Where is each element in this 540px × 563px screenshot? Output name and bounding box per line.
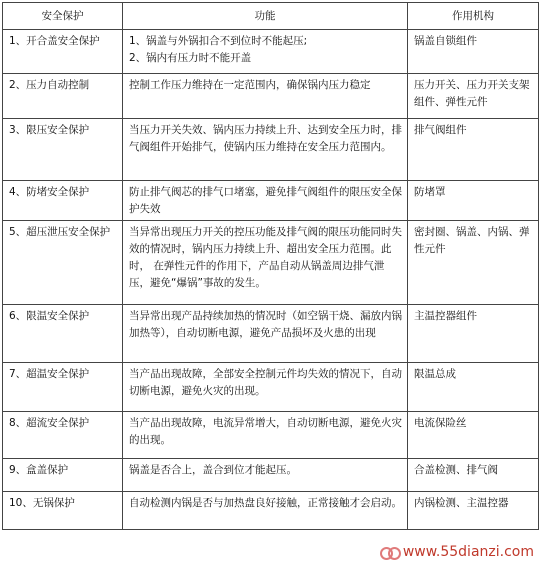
row-mechanism-cell: 防堵罩 xyxy=(408,181,539,221)
row-safety-protection-cell: 1、开合盖安全保护 xyxy=(3,30,123,74)
row-function-cell: 锅盖是否合上，盖合到位才能起压。 xyxy=(123,459,408,492)
row-safety-protection-cell: 4、防堵安全保护 xyxy=(3,181,123,221)
watermark-text: www.55dianzi.com xyxy=(402,544,534,560)
table-row xyxy=(3,119,539,181)
row-function-cell: 当产品出现故障，电流异常增大，自动切断电源，避免火灾的出现。 xyxy=(123,412,408,459)
row-function-cell: 防止排气阀芯的排气口堵塞，避免排气阀组件的限压安全保护失效 xyxy=(123,181,408,221)
row-safety-protection-cell: 3、限压安全保护 xyxy=(3,119,123,181)
table-row xyxy=(3,74,539,119)
row-mechanism-cell: 主温控器组件 xyxy=(408,305,539,363)
table-row xyxy=(3,459,539,492)
row-mechanism-cell: 压力开关、压力开关支架组件、弹性元件 xyxy=(408,74,539,119)
row-safety-protection-cell: 6、限温安全保护 xyxy=(3,305,123,363)
row-function-cell: 1、锅盖与外锅扣合不到位时不能起压; 2、锅内有压力时不能开盖 xyxy=(123,30,408,74)
header-function: 功能 xyxy=(123,3,408,30)
row-safety-protection-cell: 2、压力自动控制 xyxy=(3,74,123,119)
row-mechanism-cell: 密封圈、锅盖、内锅、弹性元件 xyxy=(408,221,539,305)
row-mechanism-cell: 合盖检测、排气阀 xyxy=(408,459,539,492)
row-safety-protection-cell: 9、盒盖保护 xyxy=(3,459,123,492)
row-function-cell: 控制工作压力维持在一定范围内，确保锅内压力稳定 xyxy=(123,74,408,119)
safety-protection-table-container xyxy=(2,2,538,530)
row-safety-protection-cell: 10、无锅保护 xyxy=(3,492,123,530)
row-mechanism-cell: 锅盖自锁组件 xyxy=(408,30,539,74)
row-function-cell: 当产品出现故障，全部安全控制元件均失效的情况下，自动切断电源，避免火灾的出现。 xyxy=(123,363,408,412)
row-function-cell: 自动检测内锅是否与加热盘良好接触，正常接触才会启动。 xyxy=(123,492,408,530)
safety-protection-table xyxy=(2,2,539,530)
row-safety-protection-cell: 7、超温安全保护 xyxy=(3,363,123,412)
header-mechanism: 作用机构 xyxy=(408,3,539,30)
table-row xyxy=(3,412,539,459)
row-mechanism-cell: 电流保险丝 xyxy=(408,412,539,459)
table-row xyxy=(3,221,539,305)
row-safety-protection-cell: 5、超压泄压安全保护 xyxy=(3,221,123,305)
table-row xyxy=(3,305,539,363)
header-safety-protection: 安全保护 xyxy=(3,3,123,30)
table-row xyxy=(3,492,539,530)
table-header-row xyxy=(3,3,539,30)
table-row xyxy=(3,30,539,74)
row-function-cell: 当异常出现产品持续加热的情况时（如空锅干烧、漏放内锅加热等），自动切断电源，避免产品损坏及火患的出现 xyxy=(123,305,408,363)
row-safety-protection-cell: 8、超流安全保护 xyxy=(3,412,123,459)
row-mechanism-cell: 限温总成 xyxy=(408,363,539,412)
row-function-cell: 当异常出现压力开关的控压功能及排气阀的限压功能同时失效的情况时，锅内压力持续上升、超出安全压力范围。此时， 在弹性元件的作用下，产品自动从锅盖周边排气泄压，避免“爆锅”事故的发生。 xyxy=(123,221,408,305)
table-row xyxy=(3,181,539,221)
row-mechanism-cell: 排气阀组件 xyxy=(408,119,539,181)
row-function-cell: 当压力开关失效、锅内压力持续上升、达到安全压力时，排气阀组件开始排气，使锅内压力维持在安全压力范围内。 xyxy=(123,119,408,181)
table-row xyxy=(3,363,539,412)
row-mechanism-cell: 内锅检测、主温控器 xyxy=(408,492,539,530)
watermark-logo-icon xyxy=(380,545,400,559)
site-watermark xyxy=(380,544,534,560)
